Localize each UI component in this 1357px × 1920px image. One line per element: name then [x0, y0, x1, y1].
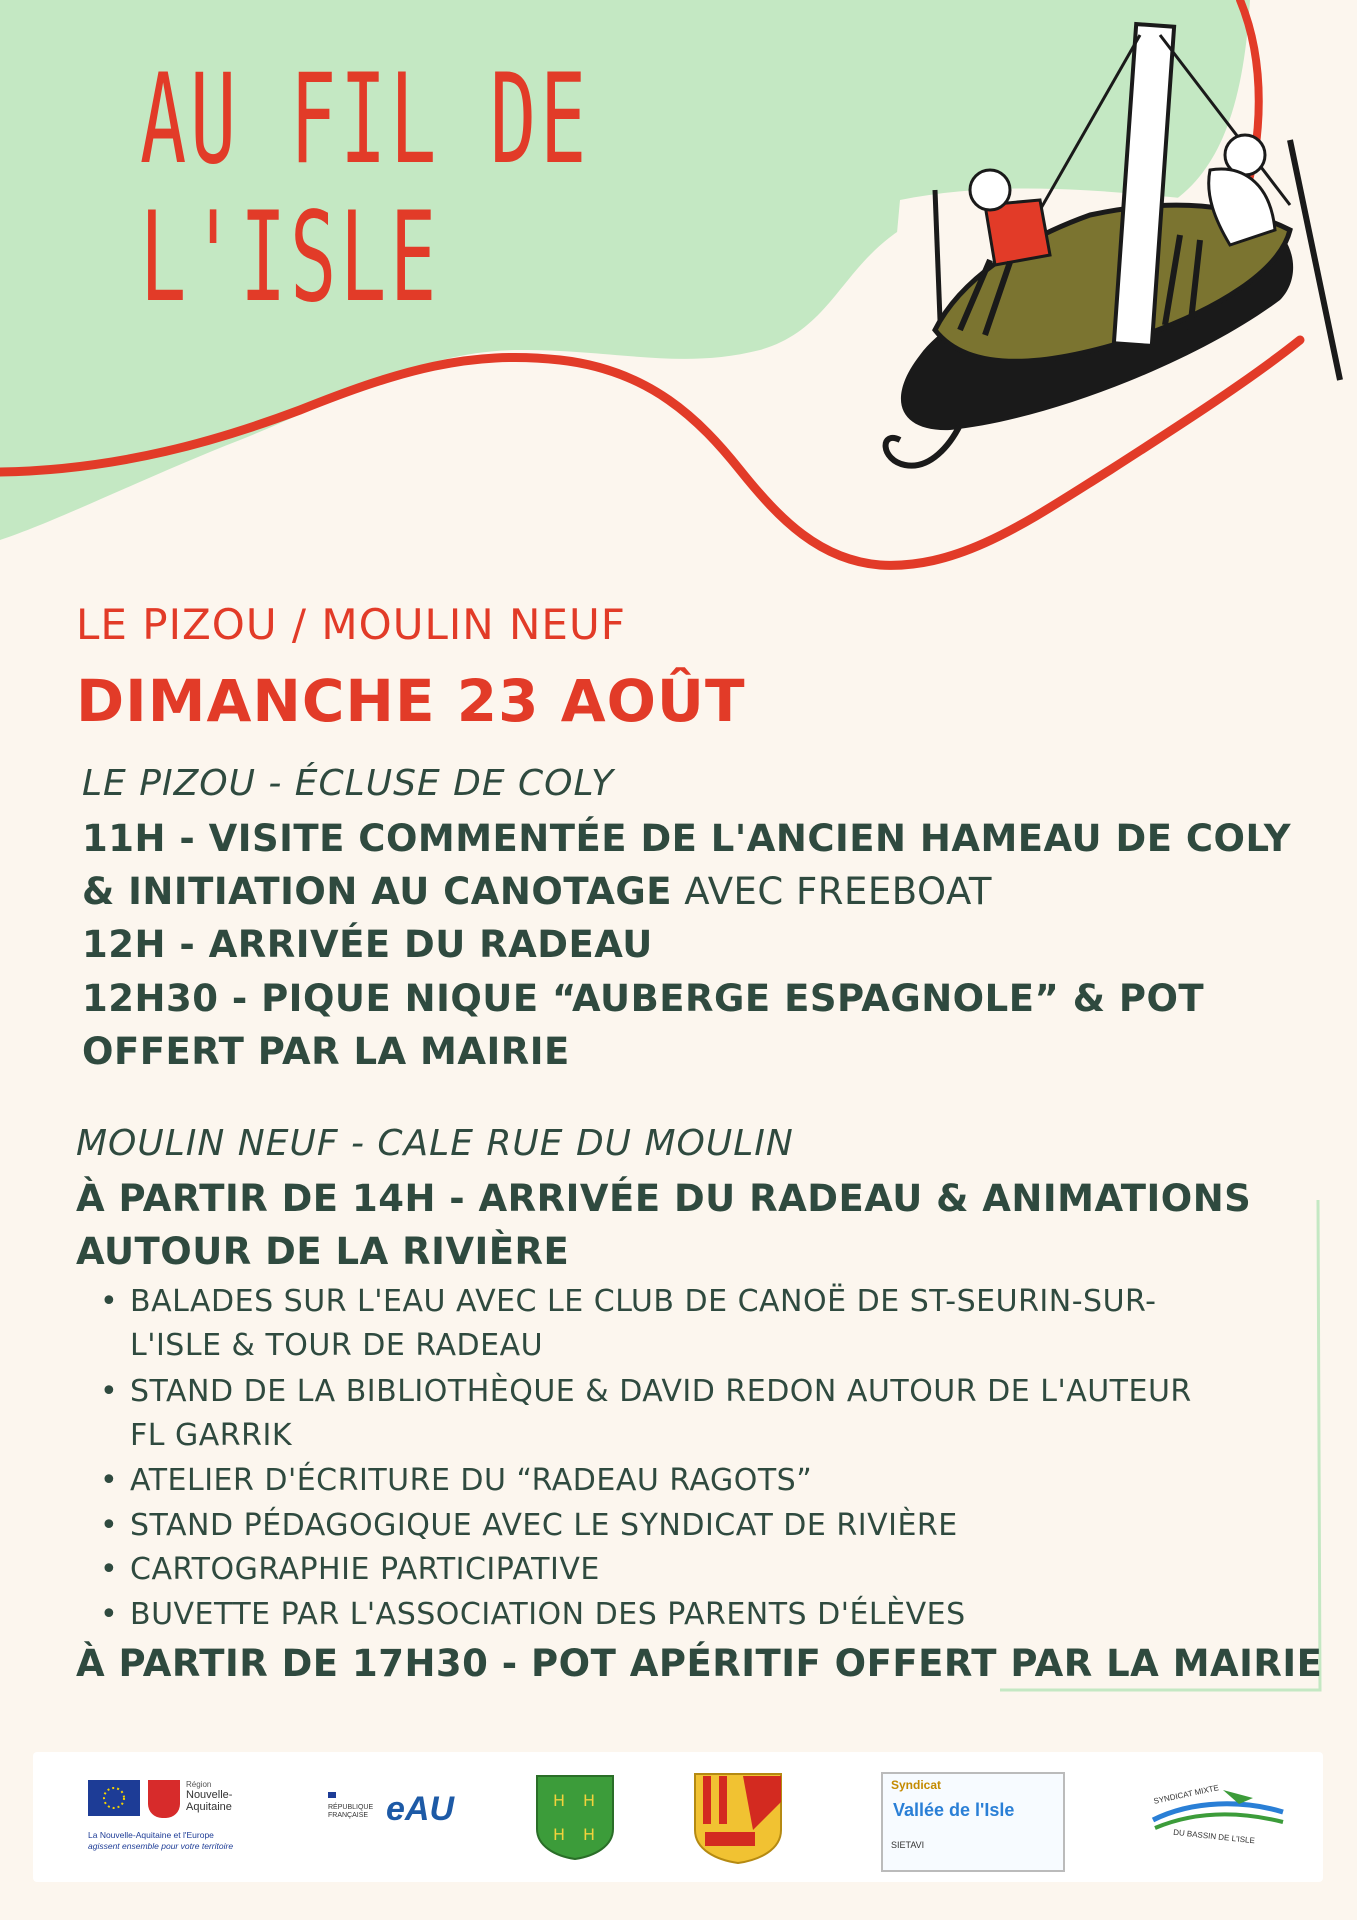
smbi-line-2: DU BASSIN DE L'ISLE [1172, 1827, 1256, 1846]
green-coat-of-arms-icon [535, 1774, 615, 1860]
bullet-item-continued: FL GARRIK [130, 1418, 292, 1453]
region-tagline-2: agissent ensemble pour votre territoire [88, 1841, 234, 1851]
svg-text:H: H [583, 1791, 596, 1810]
program2-line-1: À PARTIR DE 14H - ARRIVÉE DU RADEAU & ANIMATIONS [76, 1177, 1252, 1220]
bullet-item: STAND DE LA BIBLIOTHÈQUE & DAVID REDON AUTOUR DE L'AUTEUR [130, 1374, 1192, 1409]
bullet-item: BALADES SUR L'EAU AVEC LE CLUB DE CANOË DE ST-SEURIN-SUR- [130, 1284, 1157, 1319]
program-line-5: OFFERT PAR LA MAIRIE [82, 1030, 570, 1073]
venue-1: LE PIZOU - ÉCLUSE DE COLY [82, 763, 615, 804]
bullet-item: BUVETTE PAR L'ASSOCIATION DES PARENTS D'ÉLÈVES [130, 1597, 966, 1632]
program-line-2-bold: & INITIATION AU CANOTAGE [82, 870, 672, 913]
bullet-dot: • [100, 1374, 118, 1409]
syndicat-name: Vallée de l'Isle [893, 1800, 1015, 1820]
bullet-dot: • [100, 1597, 118, 1632]
person-left-head [970, 170, 1010, 210]
bullet-item: ATELIER D'ÉCRITURE DU “RADEAU RAGOTS” [130, 1463, 813, 1498]
syndicat-top-label: Syndicat [891, 1778, 942, 1792]
title-line-1: AU FIL DE [140, 48, 591, 192]
red-gold-coat-of-arms-icon [693, 1772, 783, 1864]
program-line-3: 12H - ARRIVÉE DU RADEAU [82, 923, 653, 966]
bullet-dot: • [100, 1552, 118, 1587]
republique-label: RÉPUBLIQUE FRANÇAISE [328, 1804, 374, 1819]
region-tagline-1: La Nouvelle-Aquitaine et l'Europe [88, 1830, 214, 1840]
eau-label: eAU [386, 1790, 455, 1828]
svg-text:H: H [583, 1825, 596, 1844]
svg-text:H: H [553, 1791, 566, 1810]
program2-line-2: AUTOUR DE LA RIVIÈRE [76, 1230, 570, 1273]
smbi-line-1: SYNDICAT MIXTE [1152, 1783, 1220, 1806]
svg-text:H: H [553, 1825, 566, 1844]
bullet-dot: • [100, 1463, 118, 1498]
bullet-dot: • [100, 1508, 118, 1543]
syndicat-vallee-logo [881, 1772, 1065, 1872]
syndicat-code: SIETAVI [891, 1840, 925, 1850]
region-small-label: Région [186, 1780, 212, 1789]
syndicat-mixte-logo [1143, 1782, 1293, 1852]
region-name: Nouvelle-Aquitaine [186, 1789, 233, 1813]
date-heading: DIMANCHE 23 AOÛT [76, 667, 746, 735]
republique-eau-logo [328, 1792, 468, 1852]
venue-2: MOULIN NEUF - CALE RUE DU MOULIN [76, 1123, 794, 1164]
final-line: À PARTIR DE 17H30 - POT APÉRITIF OFFERT PAR LA MAIRIE [76, 1642, 1323, 1685]
green-frame-line [1000, 1200, 1320, 1690]
boat-prow [886, 425, 960, 466]
bullet-item: CARTOGRAPHIE PARTICIPATIVE [130, 1552, 600, 1587]
program-line-2 [82, 865, 992, 918]
tricolor-icon [328, 1792, 336, 1798]
title-line-2: L'ISLE [140, 186, 441, 330]
program-line-4: 12H30 - PIQUE NIQUE “AUBERGE ESPAGNOLE” & POT [82, 977, 1205, 1020]
eu-flag-icon [88, 1780, 140, 1816]
region-shield-icon [148, 1780, 180, 1818]
region-eu-logo [88, 1780, 288, 1860]
program-line-1: 11H - VISITE COMMENTÉE DE L'ANCIEN HAMEAU DE COLY [82, 817, 1292, 860]
partner-logos-bar [33, 1752, 1323, 1882]
bullet-item: STAND PÉDAGOGIQUE AVEC LE SYNDICAT DE RIVIÈRE [130, 1508, 958, 1543]
bullet-dot: • [100, 1284, 118, 1319]
program-line-2-normal: AVEC FREEBOAT [672, 870, 992, 913]
bullet-item-continued: L'ISLE & TOUR DE RADEAU [130, 1328, 544, 1363]
location-heading: LE PIZOU / MOULIN NEUF [76, 600, 626, 649]
